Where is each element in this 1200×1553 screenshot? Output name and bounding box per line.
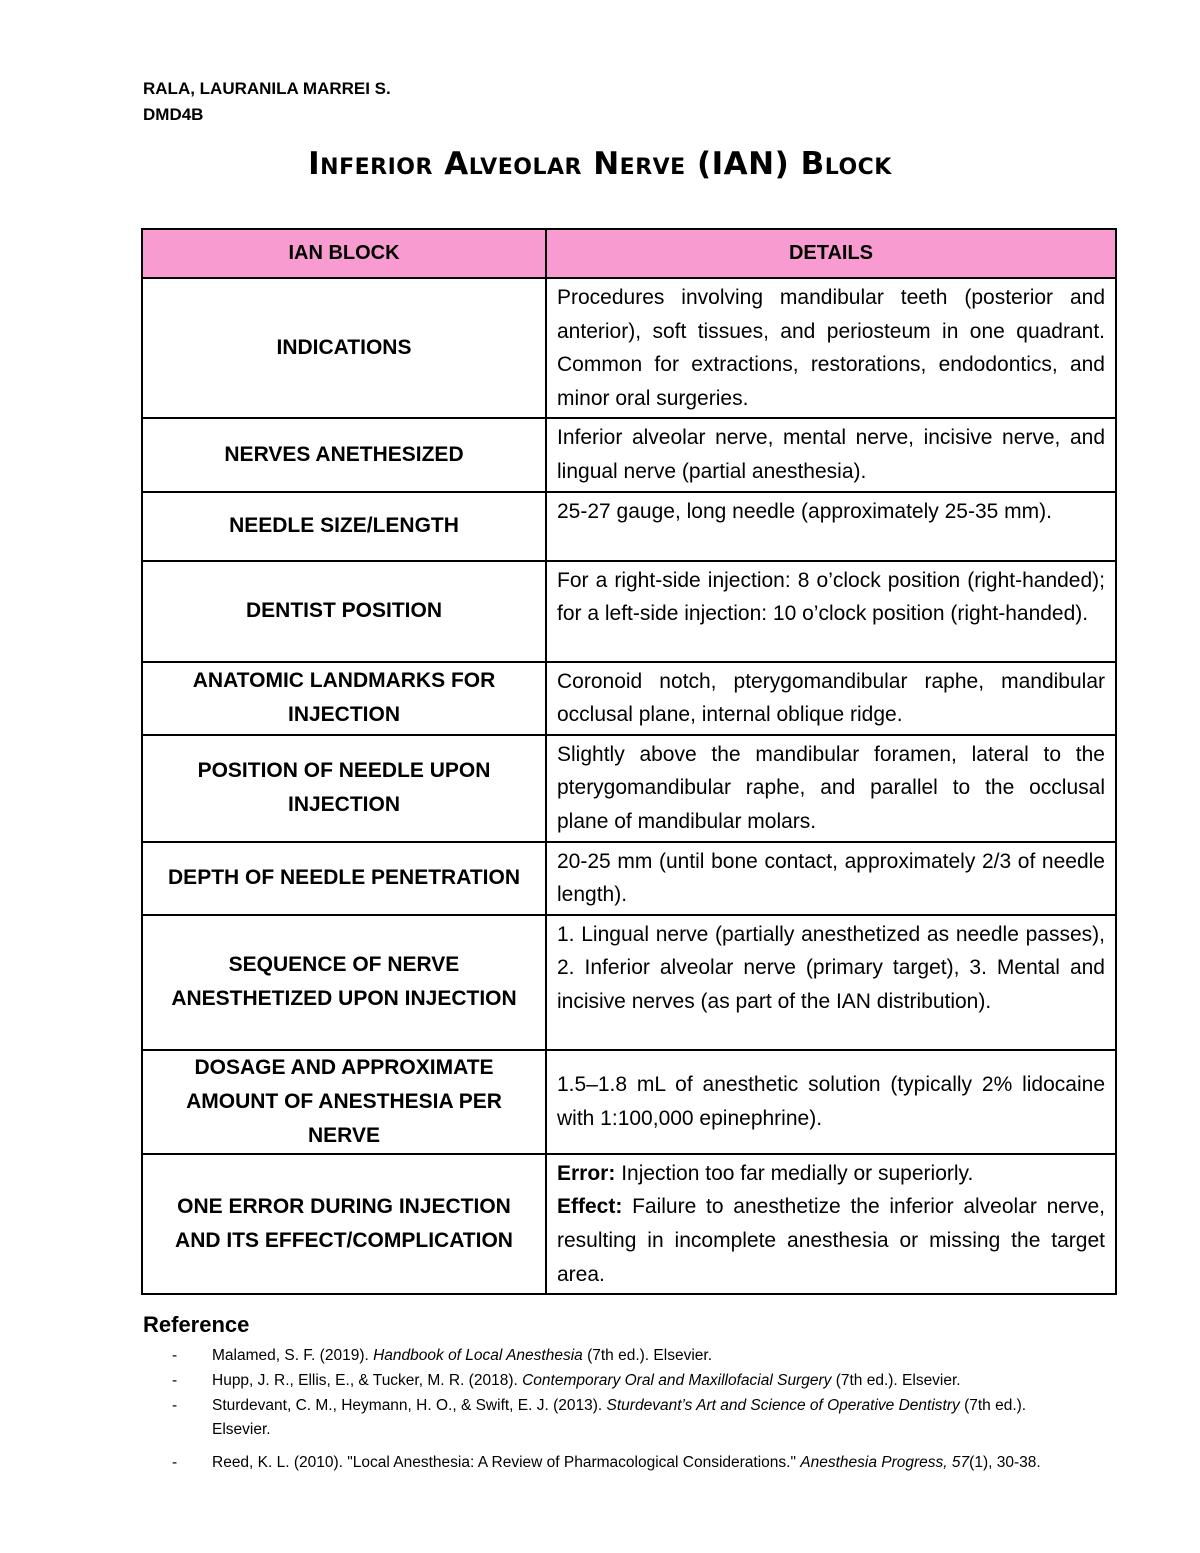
row-detail: 1. Lingual nerve (partially anesthetized as needle passes), 2. Inferior alveolar nerve (primary target), 3. Mental and incisive nerves (as part of the IAN distribution). <box>546 915 1116 1050</box>
reference-source-title: Contemporary Oral and Maxillofacial Surgery <box>522 1372 832 1389</box>
table-row <box>142 915 1116 1050</box>
table-row <box>142 842 1116 915</box>
reference-heading: Reference <box>143 1312 250 1337</box>
row-label: POSITION OF NEEDLE UPON INJECTION <box>142 735 546 842</box>
reference-item <box>172 1369 1072 1393</box>
table-row <box>142 662 1116 735</box>
row-detail: Procedures involving mandibular teeth (posterior and anterior), soft tissues, and periosteum in one quadrant. Common for extractions, restorations, endodontics, and minor oral surgeries. <box>546 278 1116 418</box>
row-detail: For a right-side injection: 8 o’clock position (right-handed); for a left-side injection: 10 o’clock position (right-handed). <box>546 561 1116 662</box>
list-dash: - <box>172 1372 178 1389</box>
column-header-ian-block: IAN BLOCK <box>142 229 546 278</box>
list-dash: - <box>172 1397 178 1414</box>
table-header-row <box>142 229 1116 278</box>
reference-publisher: (7th ed.). Elsevier. <box>582 1347 713 1364</box>
reference-publisher: (7th ed.). Elsevier. <box>212 1397 1027 1438</box>
error-text: Injection too far medially or superiorly. <box>621 1161 974 1185</box>
row-label: DEPTH OF NEEDLE PENETRATION <box>142 842 546 915</box>
ian-block-table <box>141 228 1117 1295</box>
reference-authors: Reed, K. L. (2010). "Local Anesthesia: A Review of Pharmacological Considerations." <box>212 1454 801 1471</box>
table-row-error <box>142 1154 1116 1294</box>
reference-item <box>172 1344 1072 1368</box>
reference-authors: Malamed, S. F. (2019). <box>212 1347 374 1364</box>
row-detail: Coronoid notch, pterygomandibular raphe, mandibular occlusal plane, internal oblique ridge. <box>546 662 1116 735</box>
reference-item <box>172 1394 1072 1442</box>
row-label: ANATOMIC LANDMARKS FOR INJECTION <box>142 662 546 735</box>
row-detail: 1.5–1.8 mL of anesthetic solution (typically 2% lidocaine with 1:100,000 epinephrine). <box>546 1050 1116 1154</box>
row-label: DENTIST POSITION <box>142 561 546 662</box>
list-dash: - <box>172 1454 178 1471</box>
reference-source-title: Anesthesia Progress, 57 <box>800 1454 970 1471</box>
reference-item <box>172 1451 1072 1475</box>
row-label: SEQUENCE OF NERVE ANESTHETIZED UPON INJECTION <box>142 915 546 1050</box>
row-label: INDICATIONS <box>142 278 546 418</box>
student-info <box>143 76 391 128</box>
table-row <box>142 278 1116 418</box>
row-detail: 20-25 mm (until bone contact, approximately 2/3 of needle length). <box>546 842 1116 915</box>
list-dash: - <box>172 1347 178 1364</box>
row-label: NEEDLE SIZE/LENGTH <box>142 492 546 561</box>
table-row <box>142 1050 1116 1154</box>
reference-authors: Sturdevant, C. M., Heymann, H. O., & Swift, E. J. (2013). <box>212 1397 607 1414</box>
column-header-details: DETAILS <box>546 229 1116 278</box>
page-title: Inferior Alveolar Nerve (IAN) Block <box>308 146 892 182</box>
table-row <box>142 418 1116 491</box>
row-label: DOSAGE AND APPROXIMATE AMOUNT OF ANESTHESIA PER NERVE <box>142 1050 546 1154</box>
table-row <box>142 492 1116 561</box>
row-detail: 25-27 gauge, long needle (approximately 25-35 mm). <box>546 492 1116 561</box>
effect-text: Failure to anesthetize the inferior alveolar nerve, resulting in incomplete anesthesia or missing the target area. <box>557 1195 1105 1286</box>
row-label: ONE ERROR DURING INJECTION AND ITS EFFECT/COMPLICATION <box>142 1154 546 1294</box>
reference-source-title: Handbook of Local Anesthesia <box>373 1347 583 1364</box>
effect-label: Effect: <box>557 1195 623 1219</box>
reference-source-title: Sturdevant’s Art and Science of Operative Dentistry <box>606 1397 960 1414</box>
reference-list <box>172 1344 1072 1476</box>
reference-authors: Hupp, J. R., Ellis, E., & Tucker, M. R. (2018). <box>212 1372 523 1389</box>
row-detail-error <box>546 1154 1116 1294</box>
row-label: NERVES ANETHESIZED <box>142 418 546 491</box>
reference-publisher: (7th ed.). Elsevier. <box>831 1372 961 1389</box>
error-label: Error: <box>557 1161 616 1185</box>
table-row <box>142 561 1116 662</box>
student-name: RALA, LAURANILA MARREI S. <box>143 79 391 98</box>
table-row <box>142 735 1116 842</box>
row-detail: Slightly above the mandibular foramen, lateral to the pterygomandibular raphe, and parallel to the occlusal plane of mandibular molars. <box>546 735 1116 842</box>
reference-publisher: (1), 30-38. <box>969 1454 1041 1471</box>
student-section: DMD4B <box>143 105 204 124</box>
row-detail: Inferior alveolar nerve, mental nerve, incisive nerve, and lingual nerve (partial anesthesia). <box>546 418 1116 491</box>
